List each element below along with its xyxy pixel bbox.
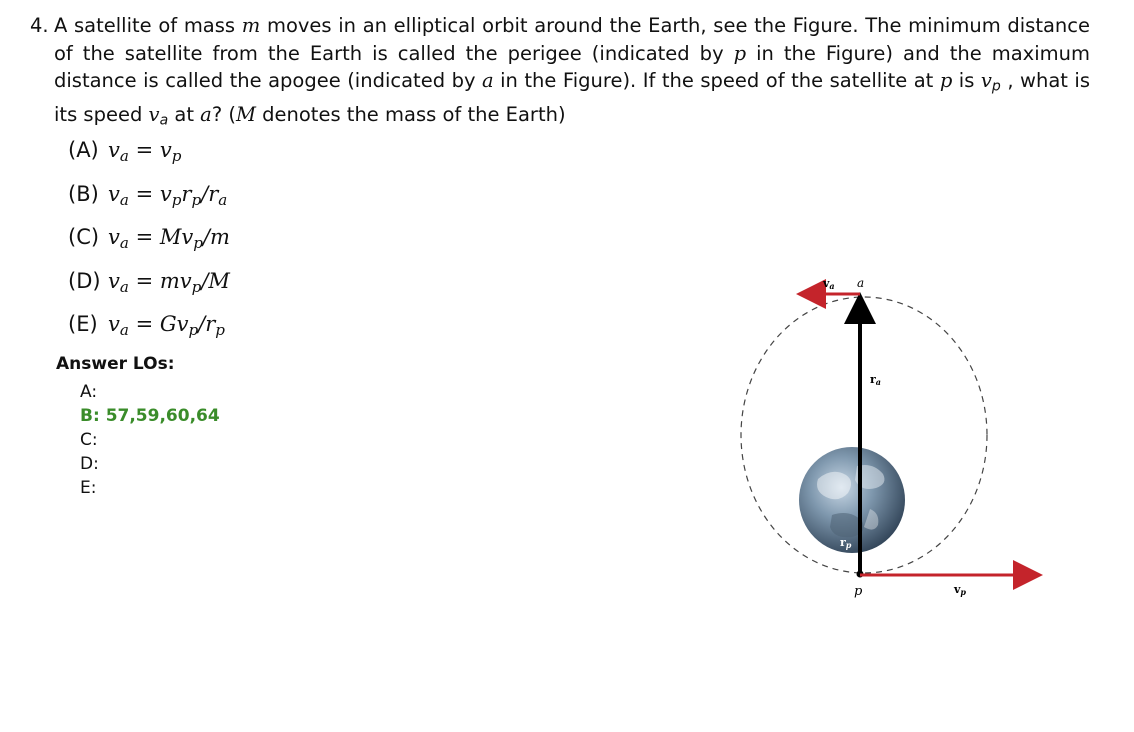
label-vp: vp [954, 583, 966, 597]
answer-row-d: D: [80, 454, 99, 474]
choice-d[interactable] [68, 269, 230, 313]
text-segment: is [952, 69, 981, 92]
choice-expression: $v_a = v_p$ [108, 138, 182, 165]
text-segment: at [168, 103, 201, 126]
label-a: a [857, 276, 865, 290]
math-v: v [148, 103, 160, 126]
text-segment: in the Figure) and the maximum distance is called the apogee (indicated by [54, 41, 1090, 92]
answer-los-title: Answer LOs: [56, 354, 175, 374]
choice-letter: (E) [68, 312, 98, 336]
choice-e[interactable] [68, 312, 230, 356]
choice-letter: (C) [68, 225, 100, 249]
answer-choices [68, 138, 230, 356]
math-v: v [980, 69, 992, 92]
math-p: p [939, 69, 953, 92]
answer-row-c: C: [80, 430, 98, 450]
text-segment: ? ( [211, 103, 236, 126]
choice-a[interactable] [68, 138, 230, 182]
label-rp: rp [840, 536, 852, 550]
math-a: a [200, 103, 212, 126]
label-p: p [854, 584, 863, 599]
label-va: va [823, 277, 835, 291]
choice-letter: (A) [68, 138, 99, 162]
earth-icon [799, 447, 905, 553]
choice-expression: $v_a = Gv_p/r_p$ [108, 312, 225, 339]
math-a: a [482, 69, 494, 92]
choice-c[interactable] [68, 225, 230, 269]
question [30, 12, 1090, 135]
orbit-figure [730, 265, 1050, 605]
math-sub-p: p [991, 78, 1001, 95]
text-segment: , what is its speed [54, 69, 1090, 126]
answer-los [56, 354, 220, 500]
choice-letter: (D) [68, 268, 101, 293]
choice-letter: (B) [68, 181, 99, 206]
question-number: 4. [30, 14, 49, 37]
math-M: M [235, 103, 256, 126]
math-sub-a: a [159, 112, 169, 129]
text-segment: in the Figure). If the speed of the satellite at [493, 69, 940, 92]
text-segment: moves in an elliptical orbit around the Earth, see the Figure. The minimum distance of the satellite from the Earth is called the perigee (indicated by [54, 14, 1090, 65]
answer-row-b: B: 57,59,60,64 [80, 406, 220, 426]
math-p: p [733, 41, 747, 65]
choice-expression: $v_a = Mv_p/m$ [108, 225, 230, 252]
text-segment: A satellite of mass [54, 14, 242, 37]
choice-b[interactable] [68, 182, 230, 226]
answer-row-e: E: [80, 478, 97, 498]
math-m: m [241, 14, 261, 37]
answer-row-a: A: [80, 382, 98, 402]
choice-expression: $v_a = v_pr_p/r_a$ [108, 181, 228, 209]
label-ra: ra [870, 373, 881, 387]
text-segment: denotes the mass of the Earth) [255, 103, 566, 126]
choice-expression: $v_a = mv_p/M$ [108, 268, 230, 296]
question-text [54, 12, 1090, 135]
